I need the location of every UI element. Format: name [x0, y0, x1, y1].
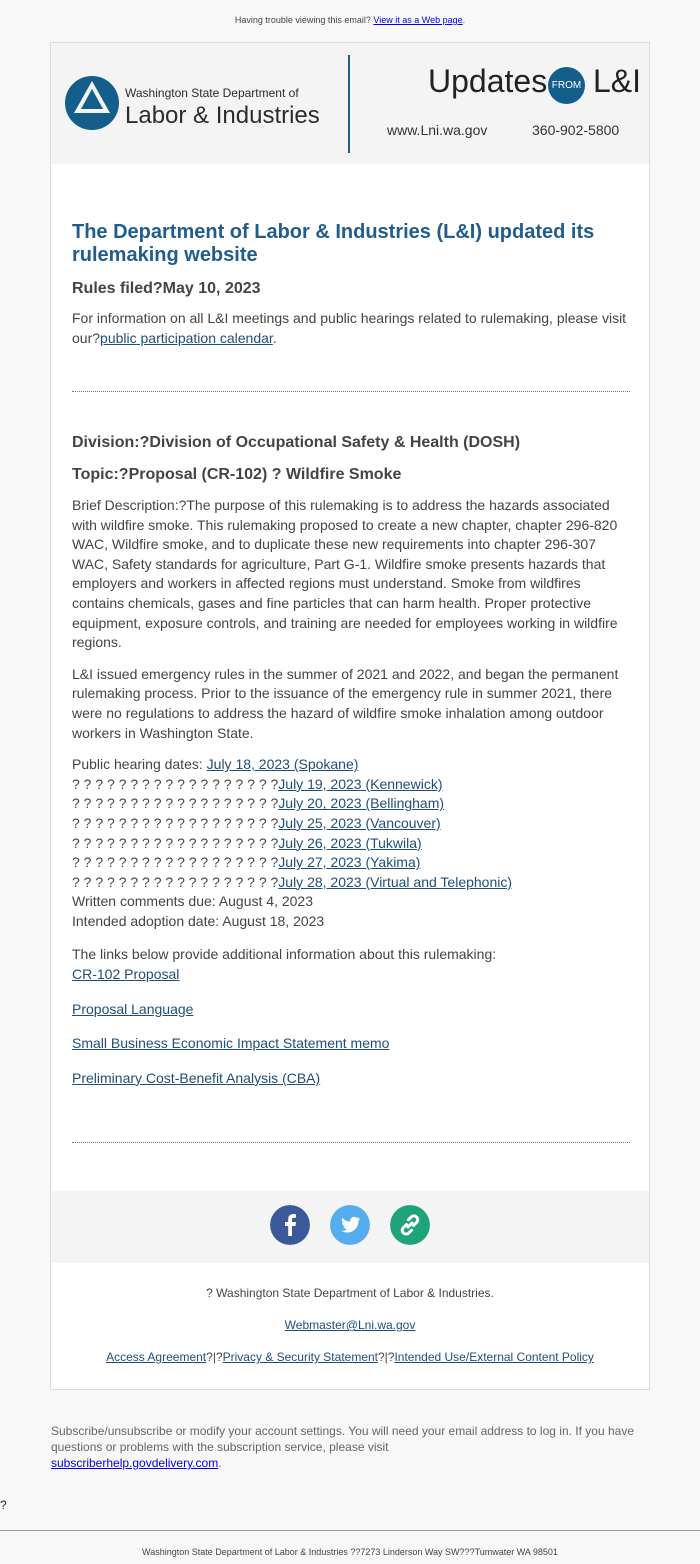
from-badge: FROM — [548, 67, 585, 104]
facebook-icon[interactable] — [270, 1205, 310, 1245]
participation-calendar-link[interactable]: public participation calendar — [100, 329, 273, 346]
hearing-link-kennewick[interactable]: July 19, 2023 (Kennewick) — [278, 775, 443, 792]
webmaster-link[interactable]: Webmaster@Lni.wa.gov — [284, 1318, 416, 1332]
hearing-row — [72, 853, 630, 873]
phone-text: 360-902-5800 — [532, 122, 620, 138]
adoption-date: Intended adoption date: August 18, 2023 — [72, 912, 325, 929]
website-text: www.Lni.wa.gov — [387, 122, 488, 138]
access-agreement-link[interactable]: Access Agreement — [106, 1350, 207, 1364]
policy-separator: ?|? — [378, 1350, 395, 1364]
link-icon[interactable] — [390, 1205, 430, 1245]
hearing-row — [72, 873, 630, 893]
copyright-text: ? Washington State Department of Labor & Industries. — [206, 1286, 494, 1300]
sbeis-memo-link[interactable]: Small Business Economic Impact Statement memo — [72, 1035, 390, 1052]
comments-due: Written comments due: August 4, 2023 — [72, 893, 313, 910]
hearing-pad: ? ? ? ? ? ? ? ? ? ? ? ? ? ? ? ? ? ? — [72, 873, 279, 890]
policy-links — [51, 1350, 649, 1364]
updates-heading: Updates — [428, 63, 548, 99]
links-intro: The links below provide additional information about this rulemaking: — [72, 946, 497, 963]
hearing-row — [72, 814, 630, 834]
web-view-link[interactable]: View it as a Web page — [373, 15, 463, 25]
divider-top — [72, 391, 630, 392]
hearing-row — [72, 834, 630, 854]
hearing-link-bellingham[interactable]: July 20, 2023 (Bellingham) — [278, 795, 445, 812]
stray-character: ? — [0, 1498, 7, 1512]
divider-bottom — [72, 1142, 630, 1143]
hearing-list — [72, 755, 630, 931]
privacy-link[interactable]: Privacy & Security Statement — [222, 1350, 378, 1364]
proposal-language-link[interactable]: Proposal Language — [72, 1000, 194, 1017]
hearing-pad: ? ? ? ? ? ? ? ? ? ? ? ? ? ? ? ? ? ? — [72, 854, 279, 871]
address-text: Washington State Department of Labor & Industries ??7273 Linderson Way SW???Tumwater WA 98501 — [142, 1547, 558, 1557]
dept-name-large: Labor & Industries — [125, 102, 320, 129]
webmaster-row — [51, 1318, 649, 1332]
policy-separator: ?|? — [206, 1350, 223, 1364]
hearing-link-tukwila[interactable]: July 26, 2023 (Tukwila) — [278, 834, 422, 851]
hearing-label: Public hearing dates: — [72, 756, 203, 773]
subscription-note — [51, 1423, 651, 1471]
hearing-pad: ? ? ? ? ? ? ? ? ? ? ? ? ? ? ? ? ? ? — [72, 814, 279, 831]
intro-section — [72, 221, 630, 348]
topic-heading: Topic:?Proposal (CR-102) ? Wildfire Smoke — [72, 466, 402, 483]
hearing-link-vancouver[interactable]: July 25, 2023 (Vancouver) — [278, 814, 441, 831]
info-text: For information on all L&I meetings and public hearings related to rulemaking, please visit our? — [72, 310, 627, 346]
page-title: The Department of Labor & Industries (L&I) updated its rulemaking website — [72, 221, 595, 266]
subscription-end: . — [218, 1456, 222, 1470]
dept-name-small: Washington State Department of — [125, 86, 299, 100]
links-section — [72, 945, 630, 1088]
hearing-pad: ? ? ? ? ? ? ? ? ? ? ? ? ? ? ? ? ? ? — [72, 834, 279, 851]
hearing-row — [72, 794, 630, 814]
hearing-link-yakima[interactable]: July 27, 2023 (Yakima) — [278, 854, 421, 871]
hearing-row — [72, 755, 630, 775]
rules-filed: Rules filed?May 10, 2023 — [72, 280, 261, 297]
hearing-link-virtual[interactable]: July 28, 2023 (Virtual and Telephonic) — [278, 873, 513, 890]
hearing-pad: ? ? ? ? ? ? ? ? ? ? ? ? ? ? ? ? ? ? — [72, 775, 279, 792]
lni-logo-icon — [64, 75, 120, 131]
hearing-row — [72, 775, 630, 795]
hearing-pad: ? ? ? ? ? ? ? ? ? ? ? ? ? ? ? ? ? ? — [72, 795, 279, 812]
subscription-text: Subscribe/unsubscribe or modify your account settings. You will need your email address to log in. If you have questions or problems with the subscription service, please visit — [51, 1424, 634, 1454]
rule-section — [72, 434, 630, 1088]
hearing-link-spokane[interactable]: July 18, 2023 (Spokane) — [206, 756, 359, 773]
cba-link[interactable]: Preliminary Cost-Benefit Analysis (CBA) — [72, 1069, 321, 1086]
header-divider — [348, 55, 350, 153]
info-paragraph: For information on all L&I meetings and public hearings related to rulemaking, please visit our?public participation calendar. — [72, 310, 627, 346]
subscriber-help-link[interactable]: subscriberhelp.govdelivery.com — [51, 1456, 219, 1470]
li-heading: L&I — [593, 63, 642, 99]
email-card — [50, 42, 650, 1390]
cr102-proposal-link[interactable]: CR-102 Proposal — [72, 966, 180, 983]
social-bar — [51, 1191, 649, 1263]
description-paragraph: Brief Description:?The purpose of this rulemaking is to address the hazards associated with wildfire smoke. This rulemaking proposed to create a new chapter, chapter 296-820 WAC, Wildfire smoke, and to duplicate these new requirements into chapter 296-307 WAC, Safety standards for agriculture, Part G-1. Wildfire smoke presents hazards that employers and workers in affected regions must understand. Smoke from wildfires contains chemicals, gases and fine particles that can harm health. Proper protective equipment, exposure controls, and training are needed for employees working in wildfire regions. — [72, 497, 618, 651]
division-heading: Division:?Division of Occupational Safety & Health (DOSH) — [72, 434, 521, 451]
email-header — [51, 43, 649, 164]
web-view-text: Having trouble viewing this email? — [234, 15, 371, 25]
web-view-note: Having trouble viewing this email? View it as a Web page. — [234, 15, 466, 25]
bottom-divider — [0, 1530, 700, 1531]
twitter-icon[interactable] — [330, 1205, 370, 1245]
history-paragraph: L&I issued emergency rules in the summer of 2021 and 2022, and began the permanent rulemaking process. Prior to the issuance of the emergency rule in summer 2021, there were no regulations to address the hazard of wildfire smoke inhalation among outdoor workers in Washington State. — [72, 665, 619, 741]
intended-use-link[interactable]: Intended Use/External Content Policy — [394, 1350, 594, 1364]
